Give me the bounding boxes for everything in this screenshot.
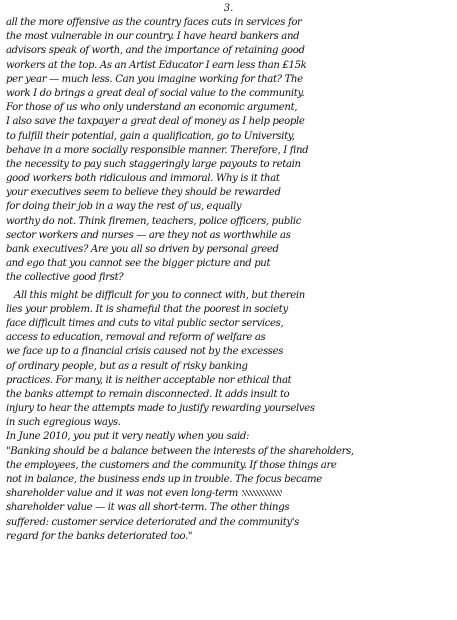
crossed-out-scribble bbox=[242, 490, 282, 496]
text-line: work I do brings a great deal of social value to the community. bbox=[6, 87, 305, 99]
text-line: access to education, removal and reform of welfare as bbox=[6, 332, 266, 344]
quote-line: regard for the banks deteriorated too." bbox=[6, 530, 193, 542]
text-line: I also save the taxpayer a great deal of money as I help people bbox=[6, 116, 305, 128]
text-line: the banks attempt to remain disconnected. It adds insult to bbox=[6, 388, 290, 400]
quote-line: not in balance, the business ends up in trouble. The focus became bbox=[6, 474, 322, 485]
text-line: your executives seem to believe they should be rewarded bbox=[6, 187, 281, 199]
text-line: we face up to a financial crisis caused not by the excesses bbox=[6, 346, 284, 358]
text-line: For those of us who only understand an economic argument, bbox=[6, 102, 298, 114]
text-line: the most vulnerable in our country. I have heard bankers and bbox=[6, 31, 300, 43]
text-line: practices. For many, it is neither acceptable nor ethical that bbox=[6, 374, 292, 386]
text-line: the collective good first? bbox=[6, 272, 124, 284]
text-line: worthy do not. Think firemen, teachers, police officers, public bbox=[6, 215, 302, 227]
text-line: workers at the top. As an Artist Educator I earn less than £15k bbox=[6, 59, 307, 71]
text-line: injury to hear the attempts made to justify rewarding yourselves bbox=[6, 403, 315, 415]
quote-line-text: shareholder value and it was not even long-term bbox=[6, 488, 238, 500]
text-line: to fulfill their potential, gain a qualification, go to University, bbox=[6, 130, 295, 142]
text-line: bank executives? Are you all so driven by personal greed bbox=[6, 244, 279, 255]
quote-line: suffered: customer service deteriorated and the community's bbox=[6, 516, 300, 528]
text-line: the necessity to pay such staggeringly large payouts to retain bbox=[6, 158, 301, 170]
text-line: In June 2010, you put it very neatly when you said: bbox=[6, 431, 250, 443]
page-number: 3. bbox=[223, 3, 234, 14]
text-line: good workers both ridiculous and immoral. Why is it that bbox=[6, 173, 280, 185]
text-line: all the more offensive as the country faces cuts in services for bbox=[6, 17, 302, 28]
quote-line bbox=[6, 487, 453, 501]
text-line: of ordinary people, but as a result of risky banking bbox=[6, 360, 248, 372]
text-line: lies your problem. It is shameful that the poorest in society bbox=[6, 303, 288, 315]
text-line: in such egregious ways. bbox=[6, 417, 121, 429]
letter-body bbox=[6, 16, 453, 544]
text-line: for doing their job in a way the rest of us, equally bbox=[6, 201, 242, 213]
quote-line: shareholder value — it was all short-term. The other things bbox=[6, 502, 290, 514]
text-line: face difficult times and cuts to vital public sector services, bbox=[6, 317, 284, 329]
text-line: All this might be difficult for you to connect with, but therein bbox=[14, 289, 305, 301]
quote-line: "Banking should be a balance between the interests of the shareholders, bbox=[6, 445, 354, 457]
text-line: per year — much less. Can you imagine working for that? The bbox=[6, 73, 303, 85]
text-line: behave in a more socially responsible manner. Therefore, I find bbox=[6, 144, 309, 156]
quote-line: the employees, the customers and the community. If those things are bbox=[6, 459, 337, 471]
text-line: and ego that you cannot see the bigger picture and put bbox=[6, 258, 271, 270]
text-line: sector workers and nurses — are they not as worthwhile as bbox=[6, 229, 291, 241]
text-line: advisors speak of worth, and the importance of retaining good bbox=[6, 45, 305, 57]
